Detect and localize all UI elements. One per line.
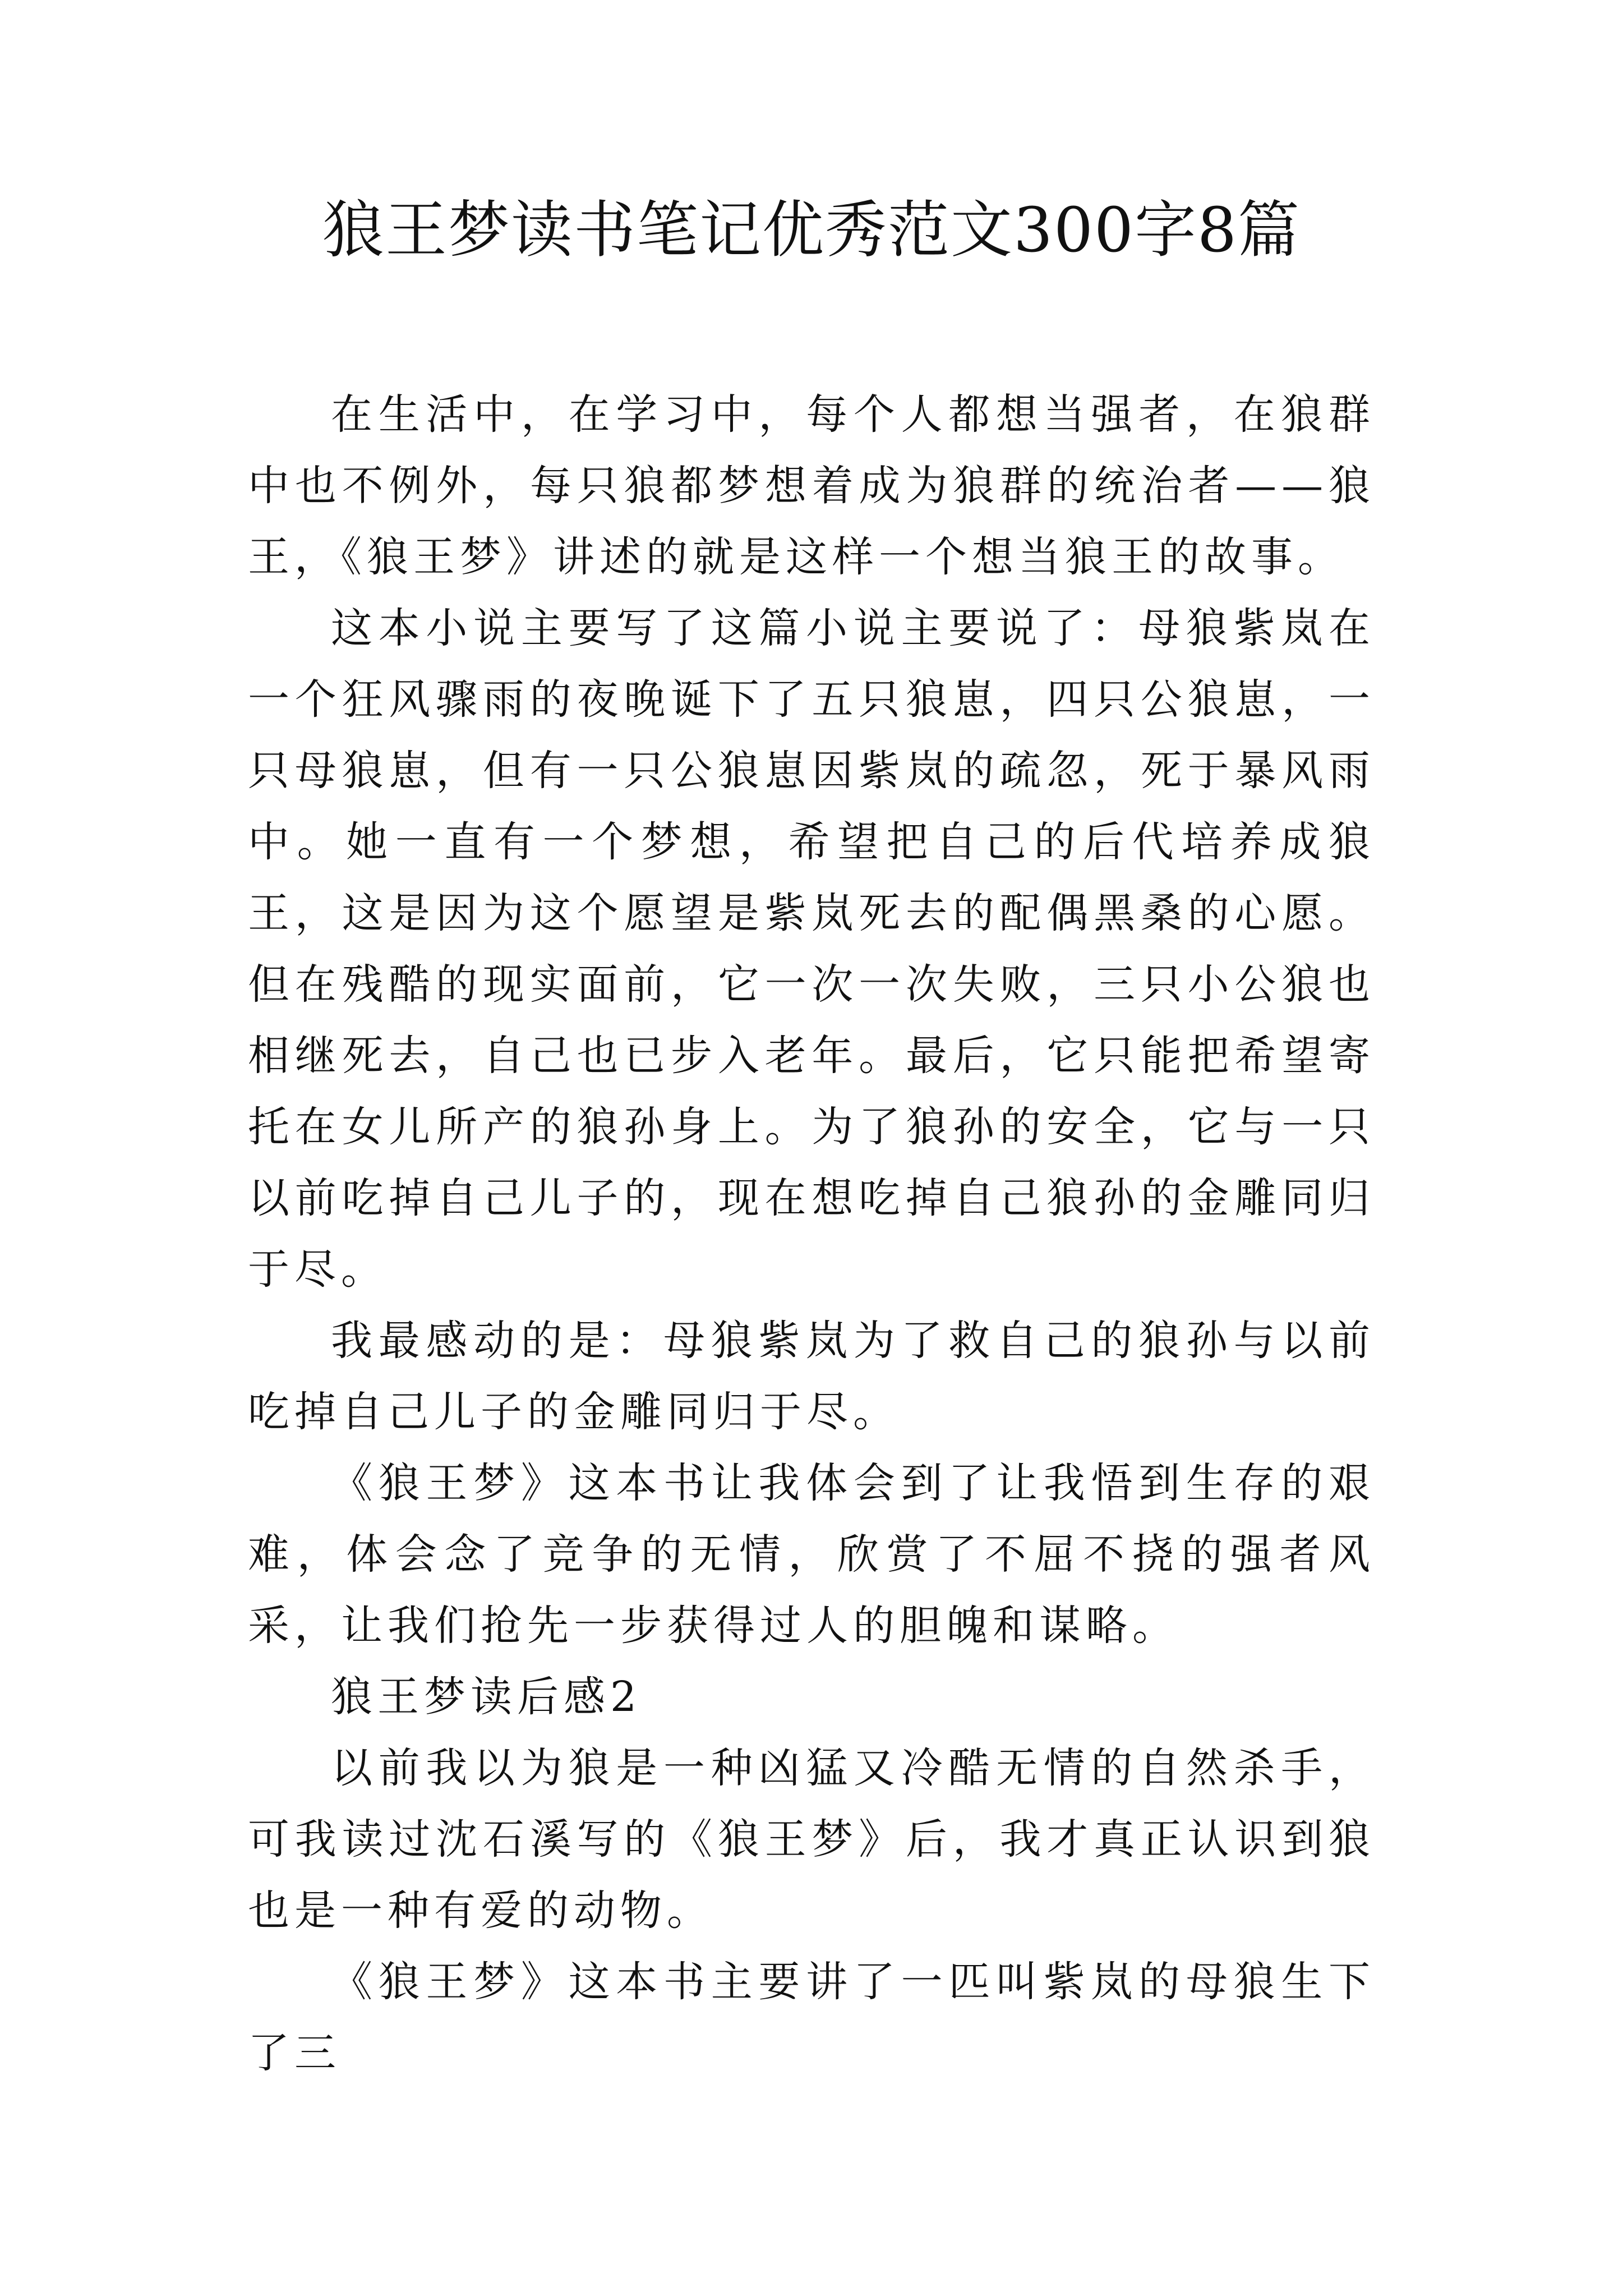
section-heading-2: 狼王梦读后感2	[331, 1673, 642, 1721]
paragraph-6: 《狼王梦》这本书主要讲了一匹叫紫岚的母狼生下了三	[248, 1958, 1375, 2077]
document-title: 狼王梦读书笔记优秀范文300字8篇	[322, 194, 1301, 266]
paragraph-2: 这本小说主要写了这篇小说主要说了：母狼紫岚在一个狂风骤雨的夜晚诞下了五只狼崽，四只公狼崽，一只母狼崽，但有一只公狼崽因紫岚的疏忽，死于暴风雨中。她一直有一个梦想，希望把自己的后代培养成狼王，这是因为这个愿望是紫岚死去的配偶黑桑的心愿。但在残酷的现实面前，它一次一次失败，三只小公狼也相继死去，自己也已步入老年。最后，它只能把希望寄托在女儿所产的狼孙身上。为了狼孙的安全，它与一只以前吃掉自己儿子的，现在想吃掉自己狼孙的金雕同归于尽。	[248, 604, 1375, 1294]
paragraph-4: 《狼王梦》这本书让我体会到了让我悟到生存的艰难，体会念了竞争的无情，欣赏了不屈不挠的强者风采，让我们抢先一步获得过人的胆魄和谋略。	[248, 1459, 1375, 1650]
paragraph-5: 以前我以为狼是一种凶猛又冷酷无情的自然杀手，可我读过沈石溪写的《狼王梦》后，我才真正认识到狼也是一种有爱的动物。	[248, 1744, 1375, 1935]
paragraph-1: 在生活中，在学习中，每个人都想当强者，在狼群中也不例外，每只狼都梦想着成为狼群的统治者——狼王，《狼王梦》讲述的就是这样一个想当狼王的故事。	[248, 390, 1375, 581]
paragraph-3: 我最感动的是：母狼紫岚为了救自己的狼孙与以前吃掉自己儿子的金雕同归于尽。	[248, 1317, 1375, 1436]
document-body	[248, 379, 1375, 2089]
